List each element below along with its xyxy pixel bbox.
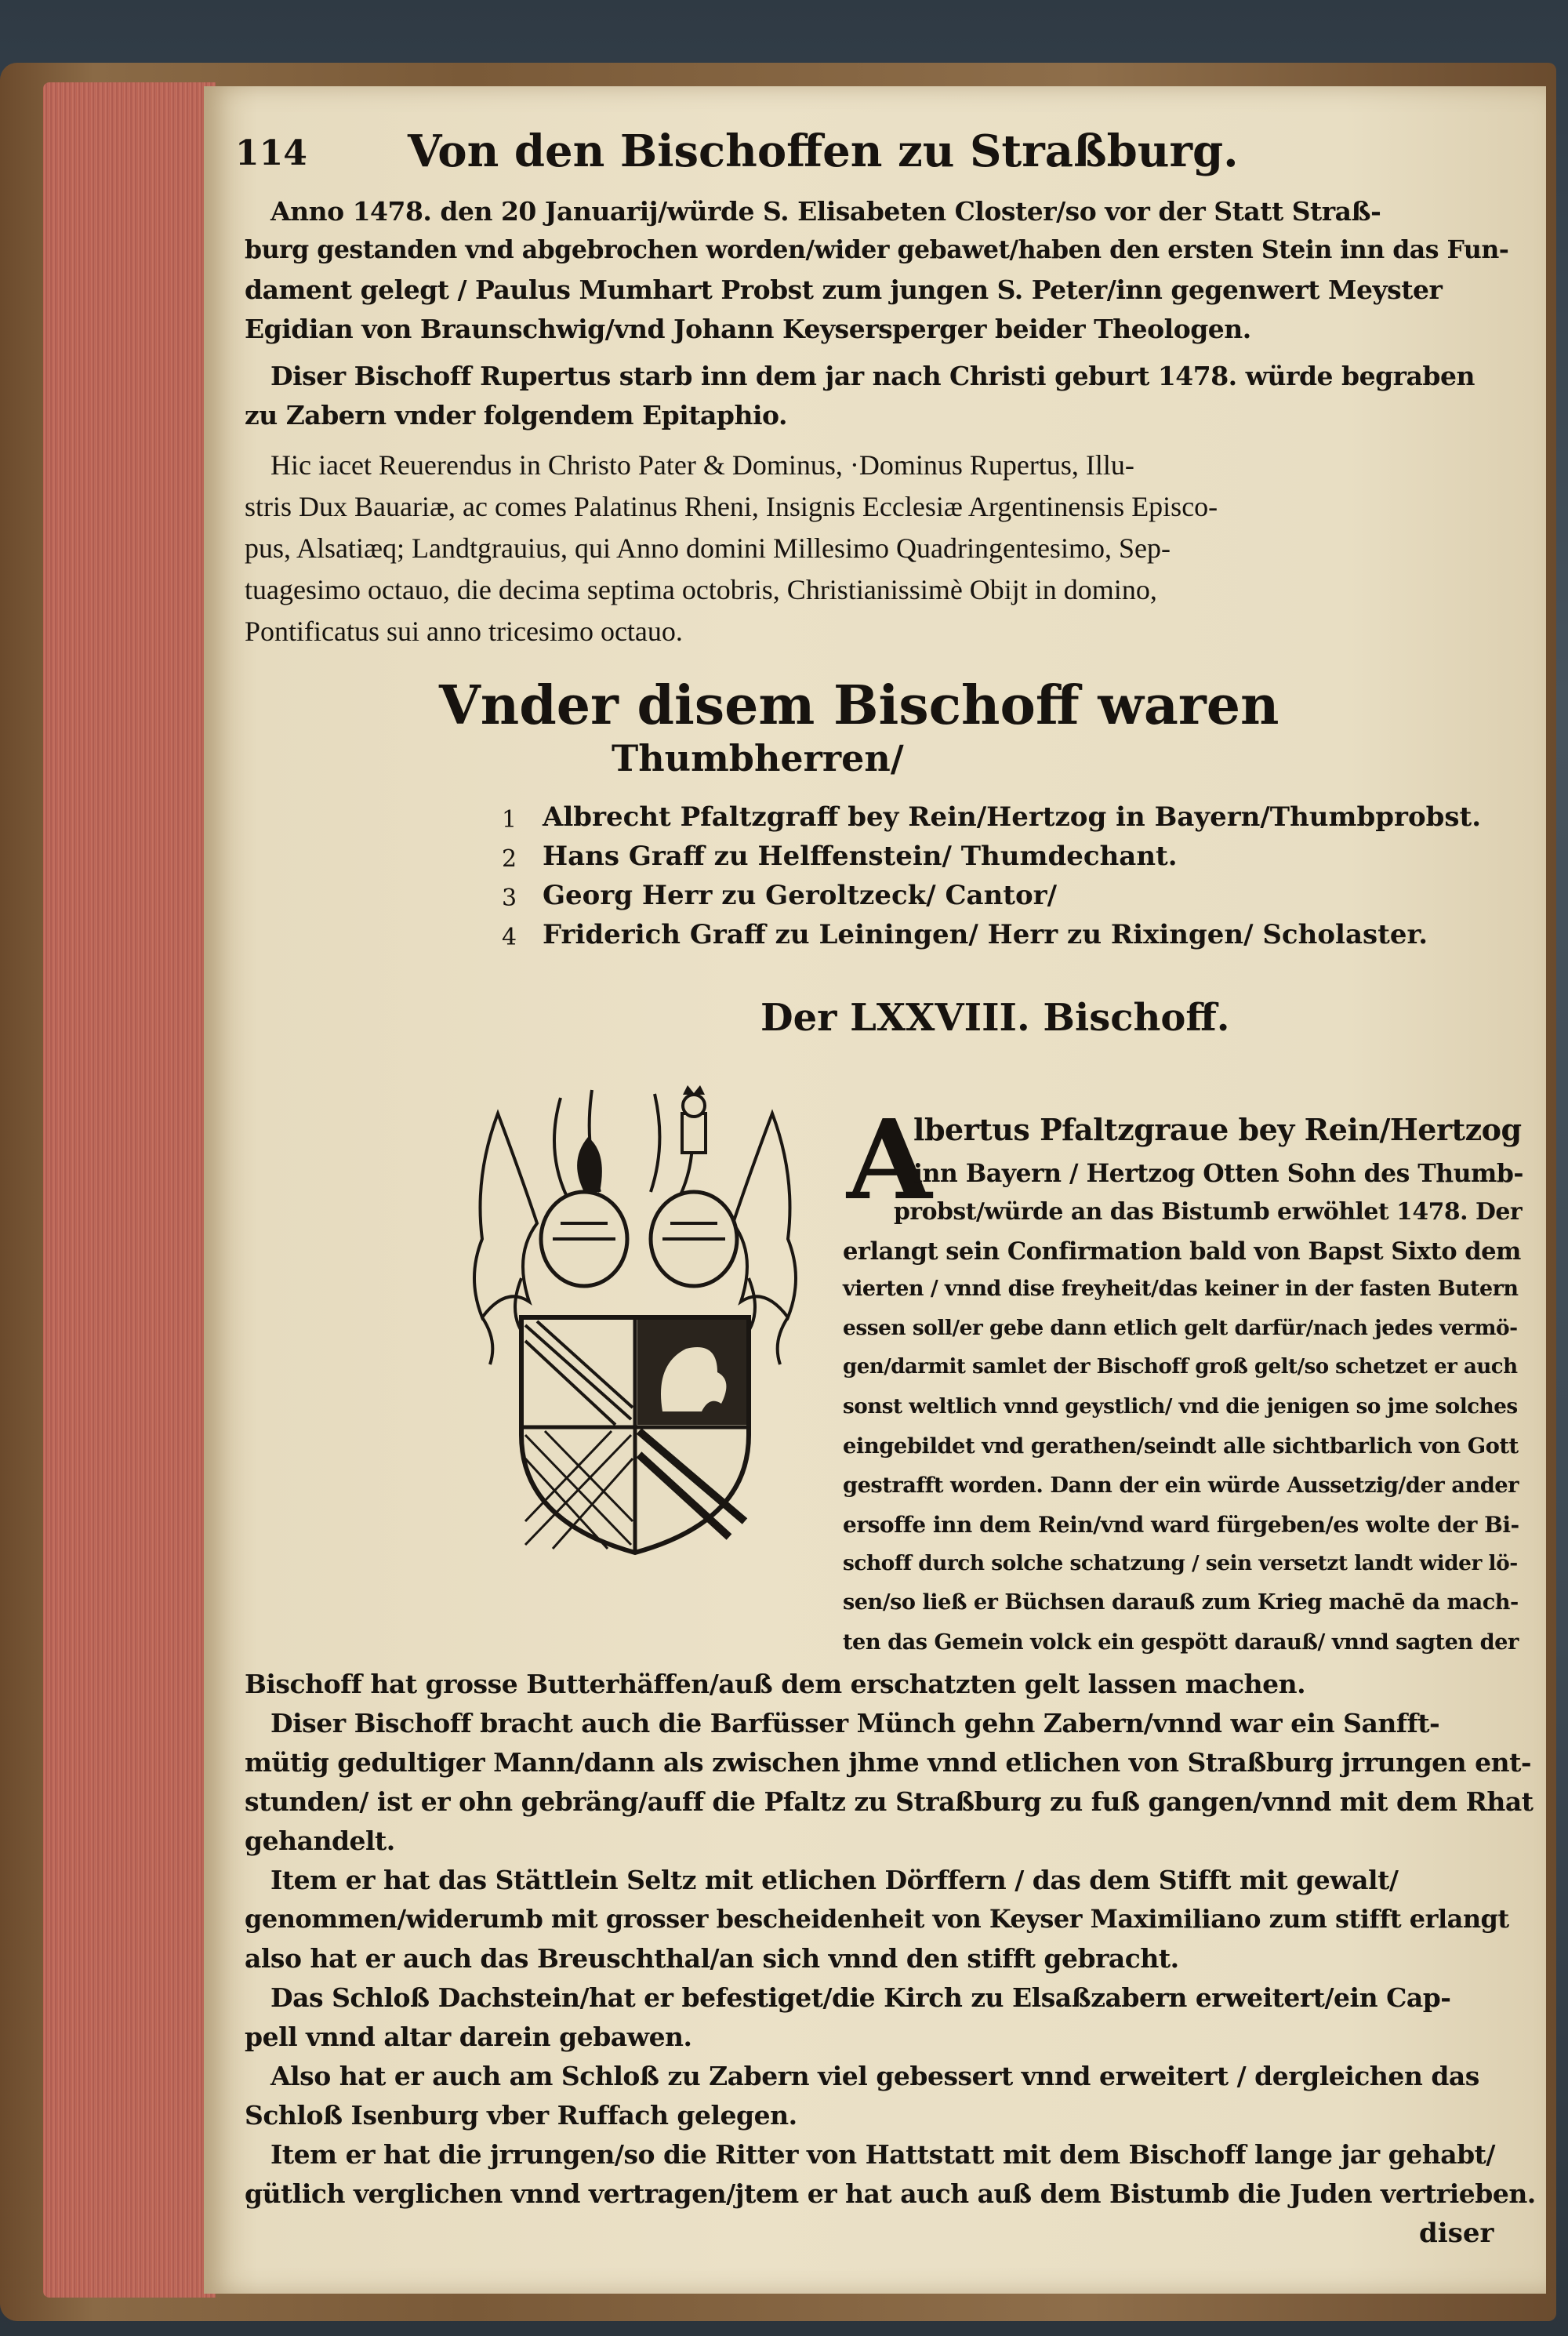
- body-line: also hat er auch das Breuschthal/an sich vnnd den stifft gebracht.: [245, 1943, 1179, 1974]
- side-line: probst/würde an das Bistumb erwöhlet 1478. Der: [894, 1198, 1523, 1226]
- running-title: Von den Bischoffen zu Straßburg.: [408, 125, 1239, 177]
- side-line: gestrafft worden. Dann der ein würde Aussetzig/der ander: [843, 1473, 1519, 1498]
- canons-subheading: Thumbherren/: [612, 737, 904, 779]
- side-line: gen/darmit samlet der Bischoff groß gelt/so schetzet er auch: [843, 1355, 1518, 1379]
- canon-entry: Friderich Graff zu Leiningen/ Herr zu Rixingen/ Scholaster.: [543, 919, 1428, 950]
- epitaph-line: tuagesimo octauo, die decima septima octobris, Christianissimè Obijt in domino,: [245, 574, 1157, 605]
- body-line: pell vnnd altar darein gebawen.: [245, 2022, 692, 2052]
- body-line: gütlich verglichen vnnd vertragen/jtem er hat auch auß dem Bistumb die Juden vertrieben.: [245, 2178, 1536, 2209]
- body-line: genommen/widerumb mit grosser bescheidenheit von Keyser Maximiliano zum stifft erlangt: [245, 1904, 1509, 1934]
- epitaph-line: pus, Alsatiæq; Landtgrauius, qui Anno domini Millesimo Quadringentesimo, Sep-: [245, 532, 1171, 564]
- side-line: vierten / vnnd dise freyheit/das keiner in der fasten Butern: [843, 1277, 1519, 1301]
- body-line: Diser Bischoff bracht auch die Barfüsser Münch gehn Zabern/vnnd war ein Sanfft-: [270, 1708, 1440, 1738]
- canons-heading: Vnder disem Bischoff waren: [439, 674, 1279, 737]
- side-line: inn Bayern / Hertzog Otten Sohn des Thumb-: [913, 1159, 1523, 1188]
- intro-line: Egidian von Braunschwig/vnd Johann Keysersperger beider Theologen.: [245, 314, 1251, 344]
- body-line: Das Schloß Dachstein/hat er befestiget/die Kirch zu Elsaßzabern erweitert/ein Cap-: [270, 1982, 1451, 2013]
- side-line: essen soll/er gebe dann etlich gelt darfür/nach jedes vermö-: [843, 1316, 1518, 1340]
- intro-line: dament gelegt / Paulus Mumhart Probst zum jungen S. Peter/inn gegenwert Meyster: [245, 274, 1443, 305]
- chapter-heading: Der LXXVIII. Bischoff.: [760, 996, 1230, 1040]
- body-line: Schloß Isenburg vber Ruffach gelegen.: [245, 2100, 797, 2131]
- body-line: mütig gedultiger Mann/dann als zwischen jhme vnnd etlichen von Straßburg jrrungen ent-: [245, 1747, 1532, 1778]
- intro-line: zu Zabern vnder folgendem Epitaphio.: [245, 400, 787, 431]
- body-line: Also hat er auch am Schloß zu Zabern viel gebessert vnnd erweitert / dergleichen das: [270, 2061, 1479, 2091]
- canon-number: 2: [502, 845, 517, 873]
- body-line: gehandelt.: [245, 1826, 395, 1856]
- side-line: lbertus Pfaltzgraue bey Rein/Hertzog: [913, 1112, 1522, 1147]
- canon-entry: Albrecht Pfaltzgraff bey Rein/Hertzog in Bayern/Thumbprobst.: [543, 801, 1482, 833]
- side-line: ersoffe inn dem Rein/vnd ward fürgeben/es wolte der Bi-: [843, 1512, 1519, 1538]
- body-line: stunden/ ist er ohn gebräng/auff die Pfaltz zu Straßburg zu fuß gangen/vnnd mit dem Rhat: [245, 1786, 1534, 1817]
- epitaph-line: stris Dux Bauariæ, ac comes Palatinus Rheni, Insignis Ecclesiæ Argentinensis Episco-: [245, 491, 1218, 522]
- canon-number: 1: [502, 806, 517, 834]
- epitaph-line: Hic iacet Reuerendus in Christo Pater & Dominus, ·Dominus Rupertus, Illu-: [270, 449, 1134, 481]
- side-line: erlangt sein Confirmation bald von Bapst Sixto dem: [843, 1237, 1521, 1266]
- side-line: schoff durch solche schatzung / sein versetzt landt wider lö-: [843, 1551, 1518, 1575]
- page-number: 114: [235, 133, 307, 173]
- catchword: diser: [1419, 2218, 1494, 2249]
- intro-line: burg gestanden vnd abgebrochen worden/wider gebawet/haben den ersten Stein inn das Fun-: [245, 235, 1509, 264]
- side-line: ten das Gemein volck ein gespött darauß/ vnnd sagten der: [843, 1629, 1519, 1655]
- coat-of-arms-woodcut: [451, 1082, 819, 1560]
- body-line: Item er hat das Stättlein Seltz mit etlichen Dörffern / das dem Stifft mit gewalt/: [270, 1865, 1399, 1895]
- canon-entry: Hans Graff zu Helffenstein/ Thumdechant.: [543, 841, 1178, 872]
- drop-initial: A: [847, 1096, 932, 1225]
- intro-line: Diser Bischoff Rupertus starb inn dem jar nach Christi geburt 1478. würde begraben: [270, 361, 1475, 391]
- intro-line: Anno 1478. den 20 Januarij/würde S. Elisabeten Closter/so vor der Statt Straß-: [270, 196, 1381, 227]
- side-line: sen/so ließ er Büchsen darauß zum Krieg machē da mach-: [843, 1590, 1519, 1615]
- side-line: eingebildet vnd gerathen/seindt alle sichtbarlich von Gott: [843, 1433, 1519, 1459]
- epitaph-line: Pontificatus sui anno tricesimo octauo.: [245, 616, 683, 647]
- side-line: sonst weltlich vnnd geystlich/ vnd die jenigen so jme solches: [843, 1394, 1518, 1419]
- page-edges: [43, 82, 216, 2298]
- canon-entry: Georg Herr zu Geroltzeck/ Cantor/: [543, 880, 1058, 911]
- canon-number: 4: [502, 924, 517, 951]
- canon-number: 3: [502, 885, 517, 912]
- body-line: Item er hat die jrrungen/so die Ritter von Hattstatt mit dem Bischoff lange jar gehabt/: [270, 2139, 1495, 2170]
- body-line: Bischoff hat grosse Butterhäffen/auß dem erschatzten gelt lassen machen.: [245, 1669, 1306, 1699]
